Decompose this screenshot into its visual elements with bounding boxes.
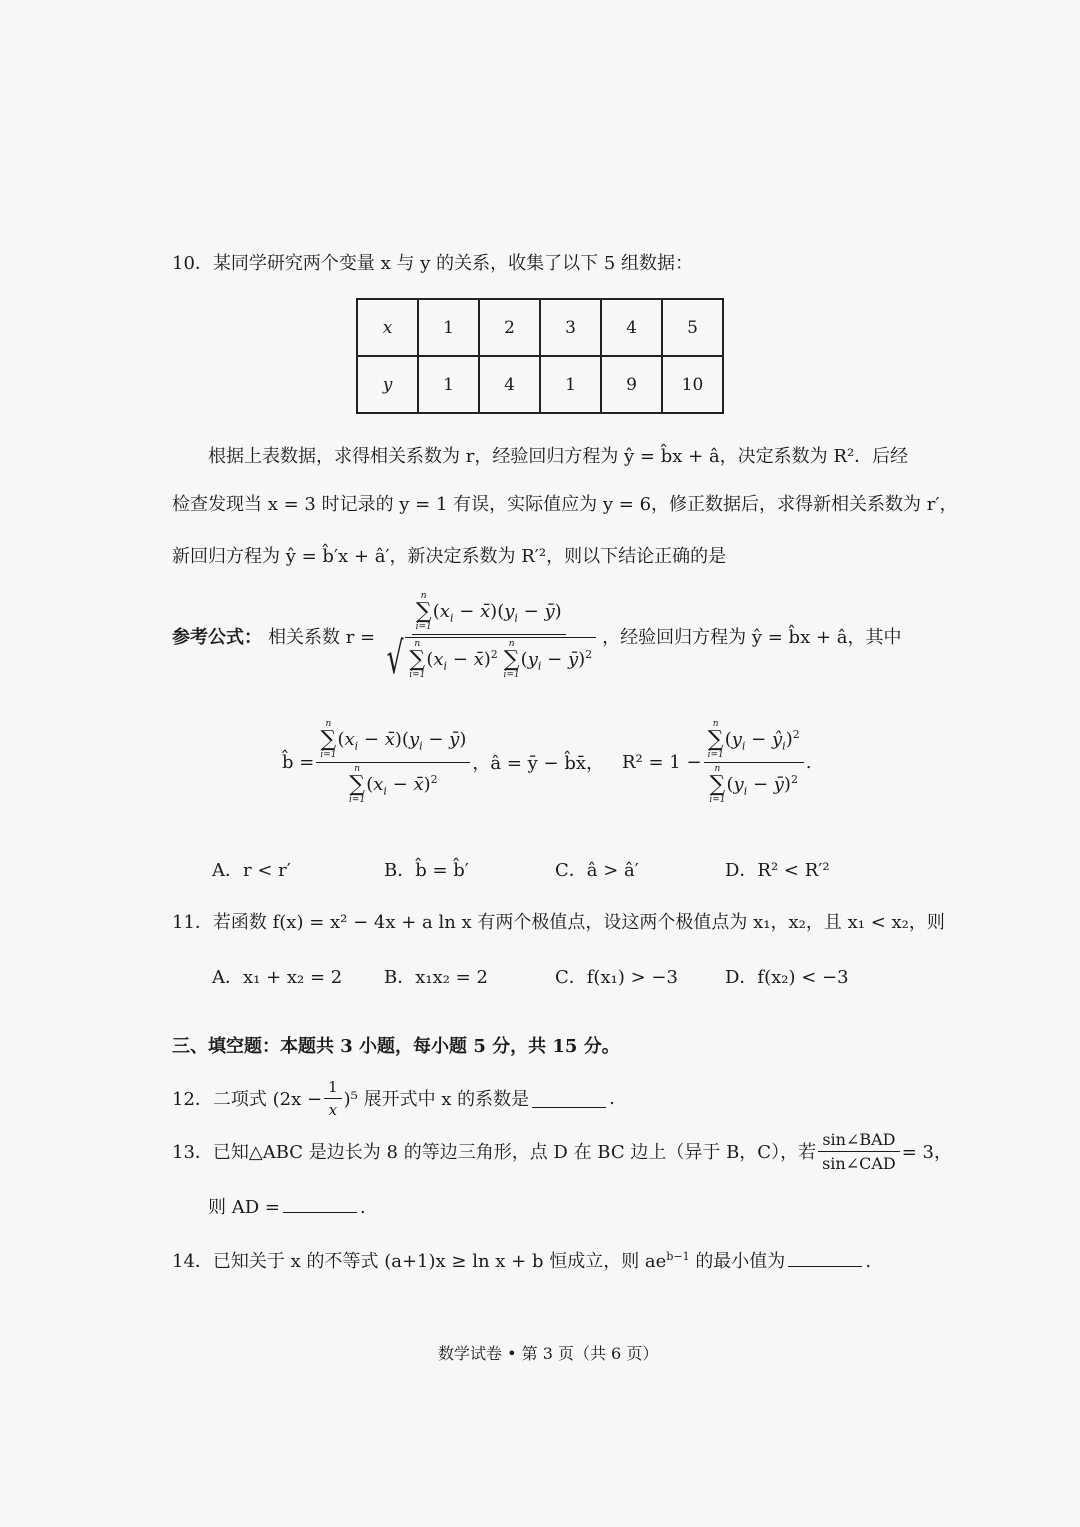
q13-fraction: $\frac{\text{sin∠BAD}}{\text{sin∠CAD}}$ xyxy=(818,1130,900,1173)
q13-prefix: 13．已知△ABC 是边长为 8 的等边三角形，点 D 在 BC 边上（异于 B，C），若 xyxy=(172,1142,817,1163)
data-table xyxy=(356,298,724,414)
q11-option-d[interactable]: D．f(x₂) < −3 xyxy=(725,967,849,988)
q10-number: 10． xyxy=(172,253,213,274)
q13-line2: 则 AD = . xyxy=(208,1193,366,1219)
q10-para3: 新回归方程为 ŷ = b̂′x + â′，新决定系数为 R′²，则以下结论正确的是 xyxy=(172,546,727,567)
table-header-x: x xyxy=(357,299,418,356)
q10-stem xyxy=(172,249,693,275)
q13-suffix: = 3， xyxy=(901,1142,953,1163)
q13-answer-blank[interactable] xyxy=(283,1194,357,1213)
q10-option-a[interactable]: A．r < r′ xyxy=(212,860,291,881)
q12-suffix: )⁵ 展开式中 x 的系数是 xyxy=(343,1089,530,1110)
q12-answer-blank[interactable] xyxy=(532,1089,606,1108)
table-row-y xyxy=(357,356,723,413)
q14-text: 14．已知关于 x 的不等式 (a+1)x ≥ ln x + b 恒成立，则 ae xyxy=(172,1251,667,1272)
q10-para2: 检查发现当 x = 3 时记录的 y = 1 有误，实际值应为 y = 6，修正数据后，求得新相关系数为 r′， xyxy=(172,494,958,515)
q10-option-c[interactable]: C．â > â′ xyxy=(555,860,639,881)
q14: 14．已知关于 x 的不等式 (a+1)x ≥ ln x + b 恒成立，则 $ae^{b-1}$ 的最小值为 . xyxy=(172,1250,872,1272)
q11-stem: 11．若函数 f(x) = x² − 4x + a ln x 有两个极值点，设这两个极值点为 x₁，x₂，且 x₁ < x₂，则 xyxy=(172,912,945,933)
q14-answer-blank[interactable] xyxy=(788,1248,862,1267)
q11-option-b[interactable]: B．x₁x₂ = 2 xyxy=(384,967,488,988)
table-cell: 4 xyxy=(479,356,540,413)
table-cell: 10 xyxy=(662,356,723,413)
table-row-x xyxy=(357,299,723,356)
section3-heading: 三、填空题：本题共 3 小题，每小题 5 分，共 15 分。 xyxy=(172,1036,620,1057)
table-cell: 1 xyxy=(540,356,601,413)
regression-formulas: b̂ = n ∑ i=1 ($x_i$ − $x̄)(y_i$ − ȳ) n ∑ i=1 ($x_i$ − x̄)$^2$ ，â = ȳ − b̂x̄， R² = 1 − n ∑ i=1 ($y_i$ − $ŷ_i)^2$ n ∑ i=1 ($y_i$ − ȳ)$^2$ . xyxy=(282,718,812,805)
a-hat-formula: ，â = ȳ − b̂x̄， xyxy=(472,753,604,774)
q14-text2: 的最小值为 xyxy=(695,1251,786,1272)
q10-para1: 根据上表数据，求得相关系数为 r，经验回归方程为 ŷ = b̂x + â，决定系数为 R²．后经 xyxy=(208,446,909,467)
b-hat-fraction: n ∑ i=1 ($x_i$ − $x̄)(y_i$ − ȳ) n ∑ i=1 ($x_i$ − x̄)$^2$ xyxy=(316,720,470,805)
r2-label: R² = 1 − xyxy=(622,751,702,773)
correlation-fraction: n ∑ i=1 ($x_i$ − $x̄)(y_i$ − ȳ) √ n ∑ i=1 ($x_i$ − x̄)$^2$ n ∑ i=1 ($y_i$ − ȳ)$^2$ xyxy=(377,592,600,681)
b-hat-label: b̂ = xyxy=(282,751,315,773)
table-cell: 2 xyxy=(479,299,540,356)
table-cell: 1 xyxy=(418,356,479,413)
q10-stem-text: 某同学研究两个变量 x 与 y 的关系，收集了以下 5 组数据： xyxy=(212,253,694,274)
q10-option-b[interactable]: B．b̂ = b̂′ xyxy=(384,860,469,881)
q12-fraction: $\frac{1}{x}$ xyxy=(324,1078,342,1119)
q10-option-d[interactable]: D．R² < R′² xyxy=(725,860,830,881)
table-cell: 1 xyxy=(418,299,479,356)
q12: 12．二项式 (2x − $\frac{1}{x}$ )⁵ 展开式中 x 的系数是 . xyxy=(172,1077,615,1119)
formula-mid: ，经验回归方程为 ŷ = b̂x + â，其中 xyxy=(602,627,902,648)
formula-intro: 相关系数 r = xyxy=(268,627,376,648)
q14-exponent: b−1 xyxy=(666,1250,690,1263)
q13 xyxy=(172,1128,952,1174)
table-cell: 3 xyxy=(540,299,601,356)
table-cell: 9 xyxy=(601,356,662,413)
page-footer: 数学试卷 • 第 3 页（共 6 页） xyxy=(438,1344,659,1363)
table-header-y: y xyxy=(357,356,418,413)
formula-label: 参考公式： xyxy=(172,627,262,648)
q11-option-a[interactable]: A．x₁ + x₂ = 2 xyxy=(212,967,343,988)
q11-option-c[interactable]: C．f(x₁) > −3 xyxy=(555,967,678,988)
r2-fraction: n ∑ i=1 ($y_i$ − $ŷ_i)^2$ n ∑ i=1 ($y_i$ − ȳ)$^2$ xyxy=(704,720,804,805)
table-cell: 5 xyxy=(662,299,723,356)
reference-formula xyxy=(172,588,902,684)
table-cell: 4 xyxy=(601,299,662,356)
q12-prefix: 12．二项式 (2x − xyxy=(172,1089,323,1110)
